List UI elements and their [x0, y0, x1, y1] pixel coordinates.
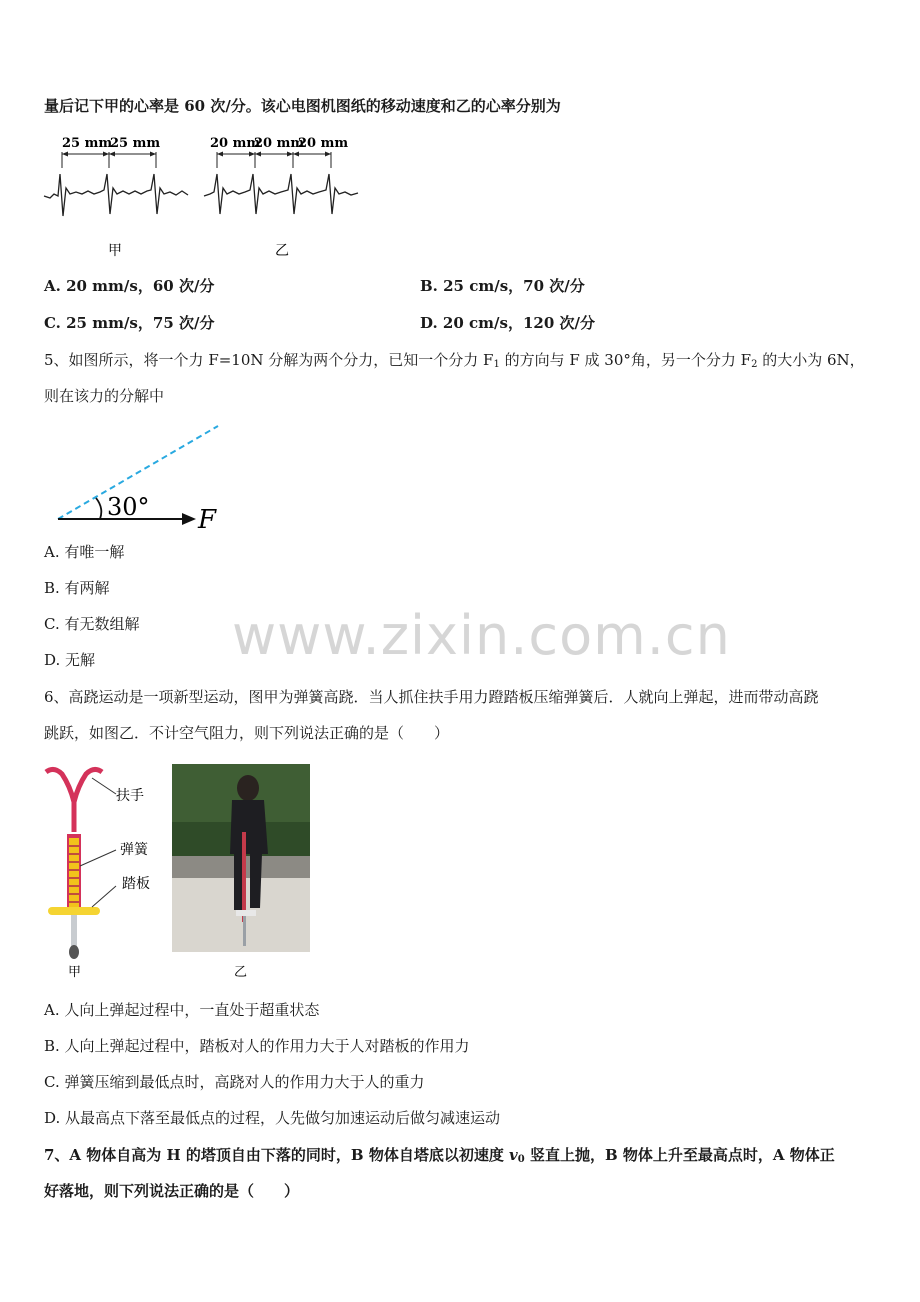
stick-foot: [69, 945, 79, 959]
pogo-jump-photo: [170, 762, 312, 984]
stick-rod: [71, 915, 77, 949]
handle-left: [46, 769, 74, 832]
photo-caption: 乙: [234, 965, 248, 980]
pogo-stick-diagram: [40, 762, 170, 984]
force-diagram: [50, 420, 240, 540]
ecg-jia-spacing-1: 25 mm: [62, 136, 113, 151]
q6-stem-line2: 跳跃，如图乙．不计空气阻力，则下列说法正确的是（ ）: [44, 724, 450, 742]
q7-stem-line2: 好落地，则下列说法正确的是（ ）: [44, 1182, 300, 1200]
q4-option-a[interactable]: A. 20 mm/s，60 次/分: [44, 277, 215, 295]
q4-option-b[interactable]: B. 25 cm/s，70 次/分: [420, 277, 585, 295]
ecg-yi-spacing-2: 20 mm: [254, 136, 305, 151]
spring-label: 弹簧: [120, 842, 148, 858]
pedal: [48, 907, 100, 915]
ecg-jia-trace: [44, 174, 188, 216]
q6-stem-line1: 6、高跷运动是一项新型运动，图甲为弹簧高跷．当人抓住扶手用力蹬踏板压缩弹簧后．人就向上弹起，进而带动高跷: [44, 688, 819, 706]
force-f-arrowhead: [182, 513, 196, 525]
q5-stem-line1: 5、如图所示，将一个力 F=10N 分解为两个分力，已知一个分力 $F_1$ 的方向与 F 成 30°角，另一个分力 $F_2$ 的大小为 6N，: [44, 351, 865, 370]
handle-label: 扶手: [116, 788, 144, 804]
pogo-stick-in-photo: [242, 832, 246, 922]
ecg-jia-caption: 甲: [108, 243, 122, 259]
force-label: F: [198, 505, 217, 535]
q6-option-a[interactable]: A. 人向上弹起过程中，一直处于超重状态: [44, 1001, 320, 1019]
q5-stem-line2: 则在该力的分解中: [44, 387, 165, 405]
angle-arc: [96, 498, 101, 519]
q5-option-b[interactable]: B. 有两解: [44, 579, 110, 597]
q4-option-c[interactable]: C. 25 mm/s，75 次/分: [44, 314, 215, 332]
watermark: www.zixin.com.cn: [232, 604, 731, 667]
q7-stem-line1: 7、A 物体自高为 H 的塔顶自由下落的同时，B 物体自塔底以初速度 $v_0$ 竖直上抛，B 物体上升至最高点时，A 物体正: [44, 1146, 835, 1165]
q4-option-d[interactable]: D. 20 cm/s，120 次/分: [420, 314, 595, 332]
ecg-yi-dimension: [210, 136, 348, 168]
pedal-label: 踏板: [122, 876, 150, 892]
q4-stem: 量后记下甲的心率是 60 次/分。该心电图机图纸的移动速度和乙的心率分别为: [44, 97, 561, 115]
ecg-yi-spacing-3: 20 mm: [298, 136, 349, 151]
q6-option-c[interactable]: C. 弹簧压缩到最低点时，高跷对人的作用力大于人的重力: [44, 1073, 425, 1091]
pogo-diagram-caption: 甲: [68, 965, 82, 980]
ecg-yi-spacing-1: 20 mm: [210, 136, 261, 151]
q5-option-a[interactable]: A. 有唯一解: [44, 543, 125, 561]
handle-right: [74, 769, 102, 802]
person-head: [237, 775, 259, 801]
person-body: [230, 800, 268, 854]
spring: [69, 838, 79, 910]
q5-option-d[interactable]: D. 无解: [44, 651, 96, 669]
angle-label: 30°: [107, 493, 150, 521]
q6-option-b[interactable]: B. 人向上弹起过程中，踏板对人的作用力大于人对踏板的作用力: [44, 1037, 470, 1055]
ecg-yi-caption: 乙: [275, 243, 289, 259]
q6-option-d[interactable]: D. 从最高点下落至最低点的过程，人先做匀加速运动后做匀减速运动: [44, 1109, 501, 1127]
q5-option-c[interactable]: C. 有无数组解: [44, 615, 140, 633]
ecg-figure: [40, 128, 370, 263]
ecg-yi-trace: [204, 174, 358, 214]
ecg-jia-dimension: [62, 136, 160, 168]
ecg-jia-spacing-2: 25 mm: [110, 136, 161, 151]
